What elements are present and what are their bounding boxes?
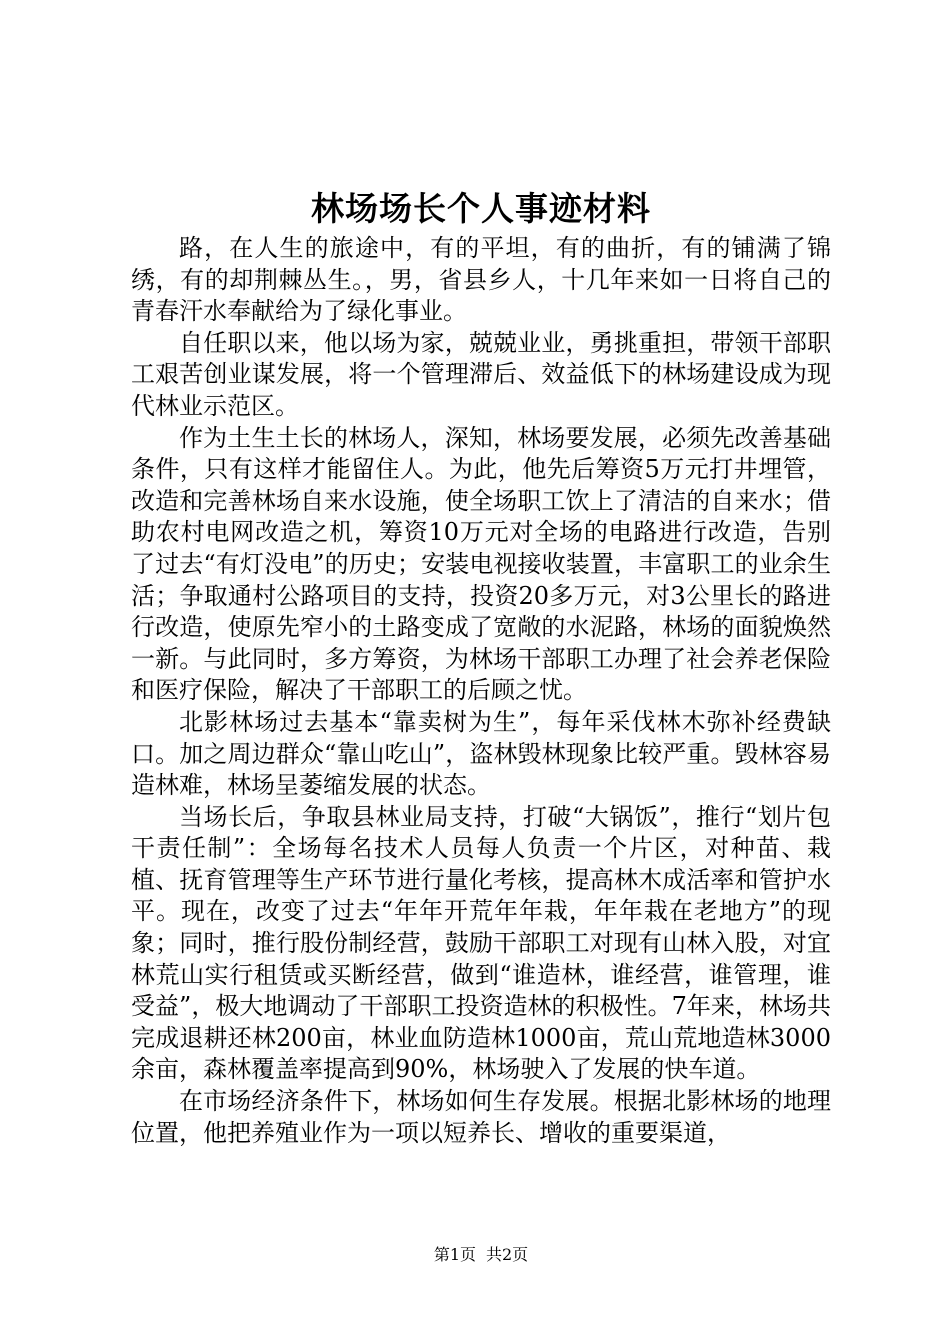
paragraph: 当场长后，争取县林业局支持，打破“大锅饭”，推行“划片包干责任制”：全场每名技术人员每人负责一个片区，对种苗、栽植、抚育管理等生产环节进行量化考核，提高林木成活率和管护水平。现在，改变了过去“年年开荒年年栽，年年栽在老地方”的现象；同时，推行股份制经营，鼓励干部职工对现有山林入股，对宜林荒山实行租赁或买断经营，做到“谁造林，谁经营，谁管理，谁受益”，极大地调动了干部职工投资造林的积极性。7年来，林场共完成退耕还林200亩，林业血防造林1000亩，荒山荒地造林3000余亩，森林覆盖率提高到90%，林场驶入了发展的快车道。	[131, 802, 831, 1084]
paragraph: 作为土生土长的林场人，深知，林场要发展，必须先改善基础条件，只有这样才能留住人。为此，他先后筹资5万元打井埋管，改造和完善林场自来水设施，使全场职工饮上了清洁的自来水；借助农村电网改造之机，筹资10万元对全场的电路进行改造，告别了过去“有灯没电”的历史；安装电视接收装置，丰富职工的业余生活；争取通村公路项目的支持，投资20多万元，对3公里长的路进行改造，使原先窄小的土路变成了宽敞的水泥路，林场的面貌焕然一新。与此同时，多方筹资，为林场干部职工办理了社会养老保险和医疗保险，解决了干部职工的后顾之忧。	[131, 423, 831, 705]
paragraph: 北影林场过去基本“靠卖树为生”，每年采伐林木弥补经费缺口。加之周边群众“靠山吃山”，盗林毁林现象比较严重。毁林容易造林难，林场呈萎缩发展的状态。	[131, 707, 831, 800]
paragraph: 自任职以来，他以场为家，兢兢业业，勇挑重担，带领干部职工艰苦创业谋发展，将一个管理滞后、效益低下的林场建设成为现代林业示范区。	[131, 328, 831, 420]
page-total: 共2页	[486, 1245, 529, 1264]
page-number: 第1页	[433, 1245, 476, 1264]
page-footer	[131, 1244, 831, 1266]
document-page	[131, 0, 831, 1344]
paragraph: 路，在人生的旅途中，有的平坦，有的曲折，有的铺满了锦绣，有的却荆棘丛生。，男，省县乡人，十几年来如一日将自己的青春汗水奉献给为了绿化事业。	[131, 234, 831, 326]
document-body	[131, 233, 831, 1149]
document-title: 林场场长个人事迹材料	[311, 189, 651, 228]
paragraph: 在市场经济条件下，林场如何生存发展。根据北影林场的地理位置，他把养殖业作为一项以短养长、增收的重要渠道，	[131, 1087, 831, 1147]
